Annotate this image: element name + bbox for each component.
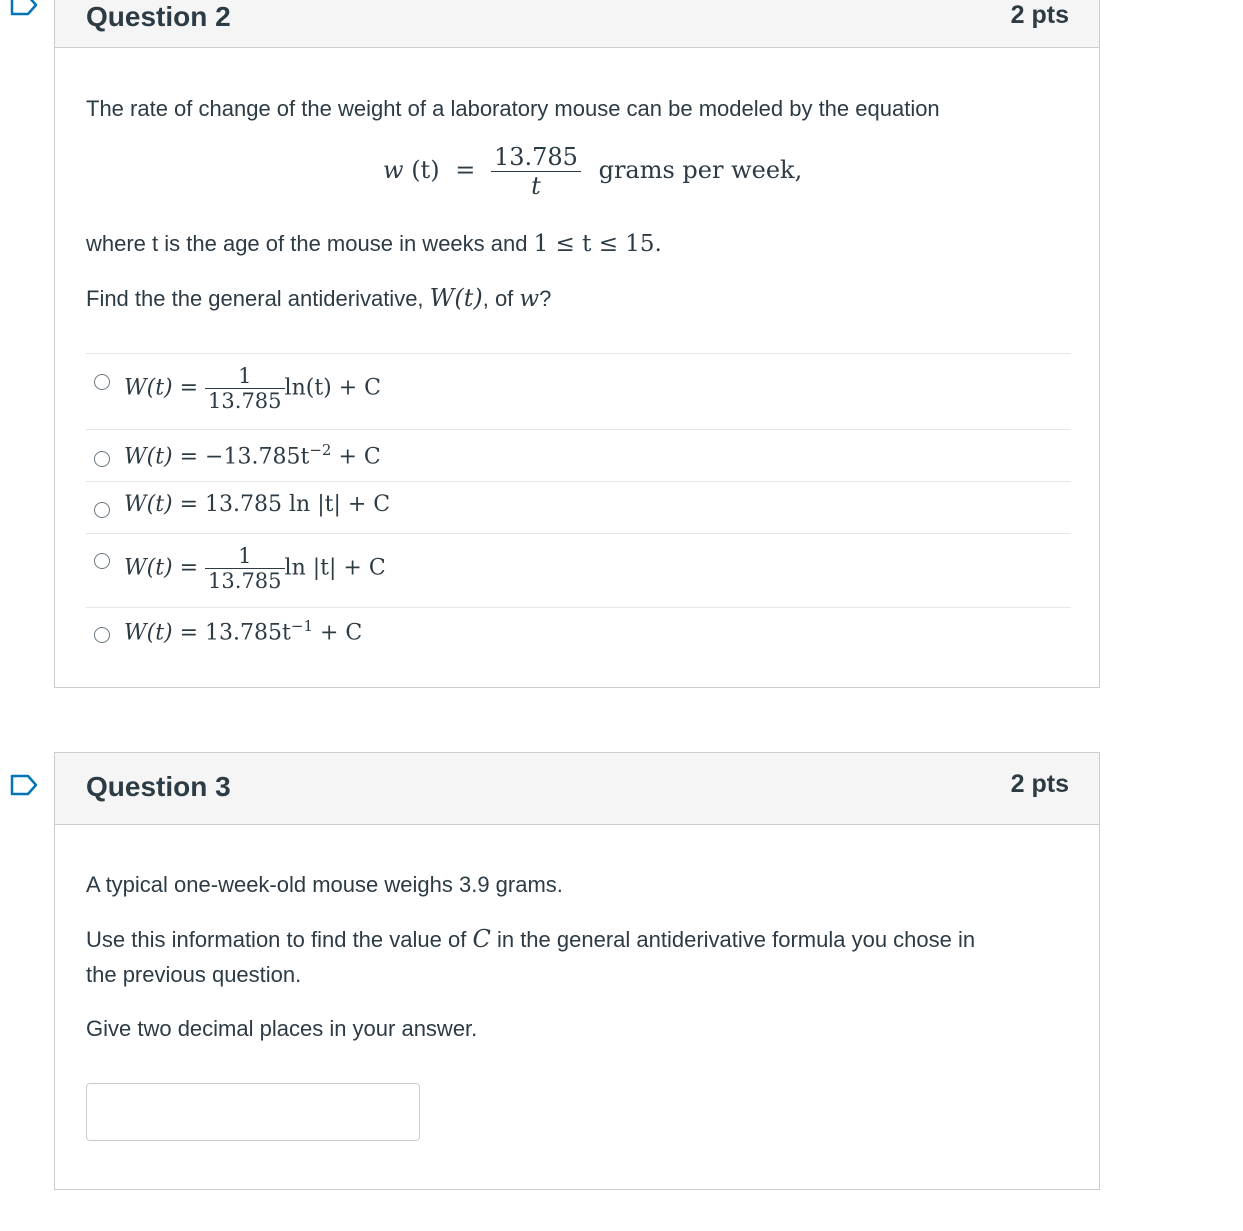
question-3-paragraph-2 (86, 925, 975, 954)
question-3-paragraph-3: Give two decimal places in your answer. (86, 1016, 478, 1041)
option-expr: 13.785 ln |t| + C (205, 492, 391, 517)
find-mid: , of (482, 286, 514, 311)
option-tail: + C (338, 444, 381, 470)
answer-option-4[interactable] (86, 533, 1071, 607)
flag-question-3-icon[interactable] (10, 774, 38, 796)
option-lhs: W(t) = (124, 492, 199, 517)
radio-button[interactable] (94, 553, 110, 569)
equation-denominator: t (491, 171, 581, 200)
radio-button[interactable] (94, 627, 110, 643)
equation-lhs-var: w (383, 156, 404, 184)
find-suffix: ? (539, 286, 552, 311)
radio-button[interactable] (94, 451, 110, 467)
question-points: 2 pts (1010, 1, 1069, 29)
flag-question-2-icon[interactable] (10, 0, 38, 16)
option-2-math (124, 441, 381, 469)
find-func: W(t) (429, 284, 483, 312)
question-points: 2 pts (1010, 770, 1069, 798)
option-rhs: ln |t| + C (284, 555, 386, 581)
question-2-header (55, 0, 1099, 48)
radio-button[interactable] (94, 502, 110, 518)
where-line (86, 231, 662, 259)
answer-input[interactable] (86, 1083, 420, 1141)
equation-lhs-arg: (t) (411, 156, 440, 184)
option-1-math (124, 364, 381, 413)
option-frac-num: 1 (238, 544, 252, 568)
option-frac-den: 13.785 (205, 388, 284, 413)
answer-option-3[interactable] (86, 481, 1071, 533)
question-3-card (54, 752, 1100, 1190)
equation-numerator: 13.785 (493, 143, 578, 171)
answer-option-1[interactable] (86, 353, 1071, 429)
option-exponent: −1 (290, 617, 313, 635)
equation-fraction (491, 143, 581, 200)
question-3-header (55, 753, 1099, 825)
option-tail: + C (320, 620, 363, 646)
option-fraction (205, 544, 284, 593)
option-expr: −13.785t (205, 444, 310, 470)
radio-button[interactable] (94, 374, 110, 390)
where-bounds: 1 ≤ t ≤ 15. (533, 231, 662, 257)
question-intro: The rate of change of the weight of a laboratory mouse can be modeled by the equation (86, 96, 940, 121)
answer-option-2[interactable] (86, 429, 1071, 481)
option-lhs: W(t) = (124, 620, 199, 646)
p2-var: C (472, 925, 491, 953)
question-2-card (54, 0, 1100, 688)
equation-equals: = (455, 156, 476, 184)
option-expr: 13.785t (205, 620, 291, 646)
find-line (86, 284, 551, 314)
question-3-paragraph-1: A typical one-week-old mouse weighs 3.9 grams. (86, 872, 563, 897)
option-lhs: W(t) = (124, 444, 199, 470)
answer-option-5[interactable] (86, 607, 1071, 659)
question-title: Question 2 (86, 1, 231, 32)
option-exponent: −2 (309, 441, 332, 459)
where-text: where t is the age of the mouse in weeks and (86, 231, 528, 256)
option-fraction (205, 364, 284, 413)
option-lhs: W(t) = (124, 555, 199, 581)
option-5-math (124, 617, 362, 645)
find-var: w (519, 286, 540, 312)
find-prefix: Find the the general antiderivative, (86, 286, 424, 311)
p2-suffix: in the general antiderivative formula you chose in (496, 927, 976, 952)
option-rhs: ln(t) + C (284, 375, 381, 401)
option-4-math (124, 544, 386, 593)
question-title: Question 3 (86, 771, 231, 802)
option-lhs: W(t) = (124, 375, 199, 401)
equation-units: grams per week, (598, 156, 803, 184)
rate-equation (383, 143, 802, 200)
option-frac-den: 13.785 (205, 568, 284, 593)
question-3-paragraph-2-line-2: the previous question. (86, 962, 302, 987)
option-3-math (124, 492, 390, 517)
option-frac-num: 1 (238, 364, 252, 388)
p2-prefix: Use this information to find the value of (86, 927, 467, 952)
